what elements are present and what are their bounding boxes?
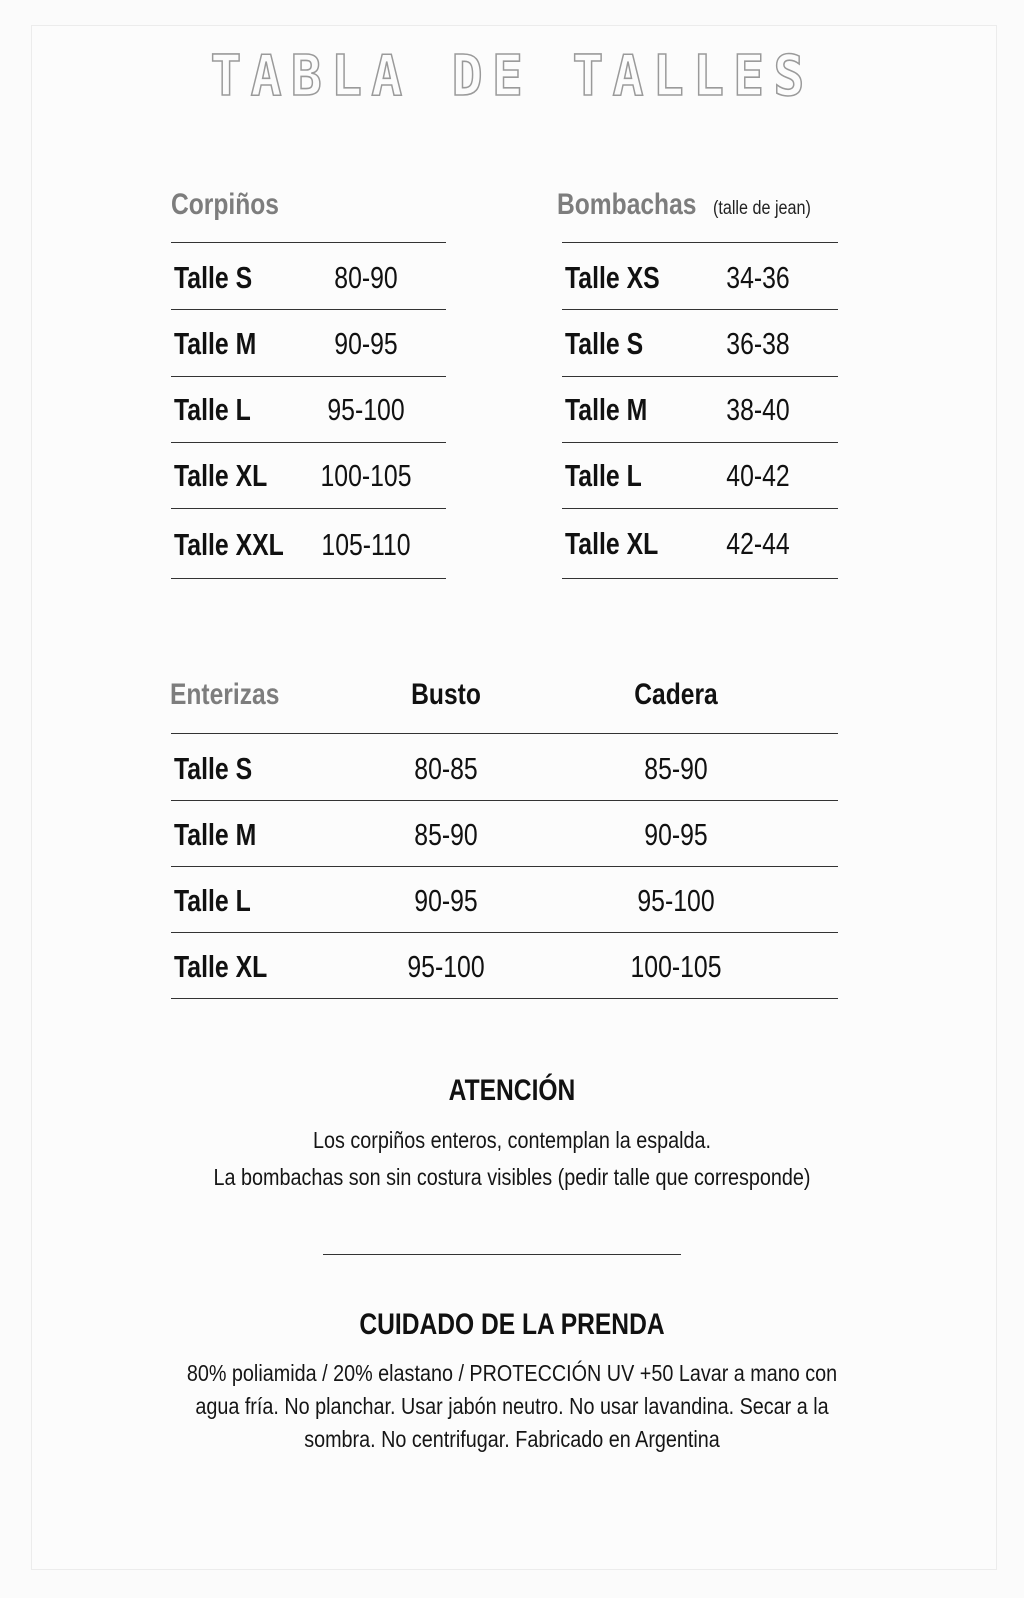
bombachas-row [562,443,838,509]
corpinos-top-rule [171,242,446,243]
page-title: TABLA DE TALLES [210,44,814,109]
bombachas-bottom-rule [562,578,838,579]
size-label: Talle M [174,817,257,852]
row-divider [171,508,446,509]
size-label: Talle XXL [174,527,284,562]
size-label: Talle L [174,392,251,427]
enterizas-label: Enterizas [170,678,280,711]
corpinos-label: Corpiños [171,188,279,221]
section-divider [323,1254,681,1255]
size-value: 80-90 [334,260,398,295]
cadera-column-header: Cadera [634,678,718,711]
atencion-heading: ATENCIÓN [448,1074,576,1107]
atencion-line-2: La bombachas son sin costura visibles (pedir talle que corresponde) [213,1164,811,1190]
corpinos-row [171,311,446,377]
cadera-value: 85-90 [644,751,708,786]
size-value: 90-95 [334,326,398,361]
size-label: Talle L [565,458,642,493]
size-label: Talle XL [565,526,659,561]
cuidado-line-1: 80% poliamida / 20% elastano / PROTECCIÓN UV +50 Lavar a mano con [186,1360,838,1386]
size-label: Talle XL [174,458,268,493]
size-label: Talle S [174,751,253,786]
busto-value: 80-85 [414,751,478,786]
bombachas-top-rule [562,242,838,243]
size-value: 95-100 [327,392,405,427]
busto-value: 95-100 [407,949,485,984]
bombachas-row [562,245,838,311]
size-value: 38-40 [726,392,790,427]
bombachas-note: (talle de jean) [713,198,811,219]
cadera-value: 95-100 [637,883,715,918]
busto-column-header: Busto [411,678,481,711]
corpinos-row [171,443,446,509]
cuidado-line-3: sombra. No centrifugar. Fabricado en Argentina [304,1426,720,1452]
size-label: Talle S [565,326,644,361]
enterizas-top-rule [171,733,838,734]
bombachas-label: Bombachas [557,188,697,221]
row-divider [171,932,838,933]
bombachas-row [562,377,838,443]
busto-value: 85-90 [414,817,478,852]
row-divider [562,309,838,310]
enterizas-row [171,802,838,868]
size-value: 40-42 [726,458,790,493]
row-divider [562,508,838,509]
size-label: Talle M [565,392,648,427]
bombachas-row [562,511,838,577]
size-value: 36-38 [726,326,790,361]
enterizas-row [171,868,838,934]
size-label: Talle XS [565,260,660,295]
corpinos-row [171,512,446,578]
corpinos-row [171,377,446,443]
size-label: Talle L [174,883,251,918]
size-value: 100-105 [320,458,412,493]
corpinos-row [171,245,446,311]
row-divider [171,309,446,310]
size-label: Talle M [174,326,257,361]
busto-value: 90-95 [414,883,478,918]
cadera-value: 90-95 [644,817,708,852]
size-value: 105-110 [321,527,411,562]
size-value: 42-44 [726,526,790,561]
size-label: Talle XL [174,949,268,984]
bombachas-row [562,311,838,377]
enterizas-row [171,736,838,802]
enterizas-row [171,934,838,1000]
cadera-value: 100-105 [630,949,722,984]
row-divider [171,866,838,867]
size-value: 34-36 [726,260,790,295]
corpinos-bottom-rule [171,578,446,579]
cuidado-line-2: agua fría. No planchar. Usar jabón neutro. No usar lavandina. Secar a la [195,1393,829,1419]
size-label: Talle S [174,260,253,295]
enterizas-bottom-rule [171,998,838,999]
cuidado-heading: CUIDADO DE LA PRENDA [359,1308,665,1341]
row-divider [171,800,838,801]
atencion-line-1: Los corpiños enteros, contemplan la espalda. [312,1127,712,1153]
